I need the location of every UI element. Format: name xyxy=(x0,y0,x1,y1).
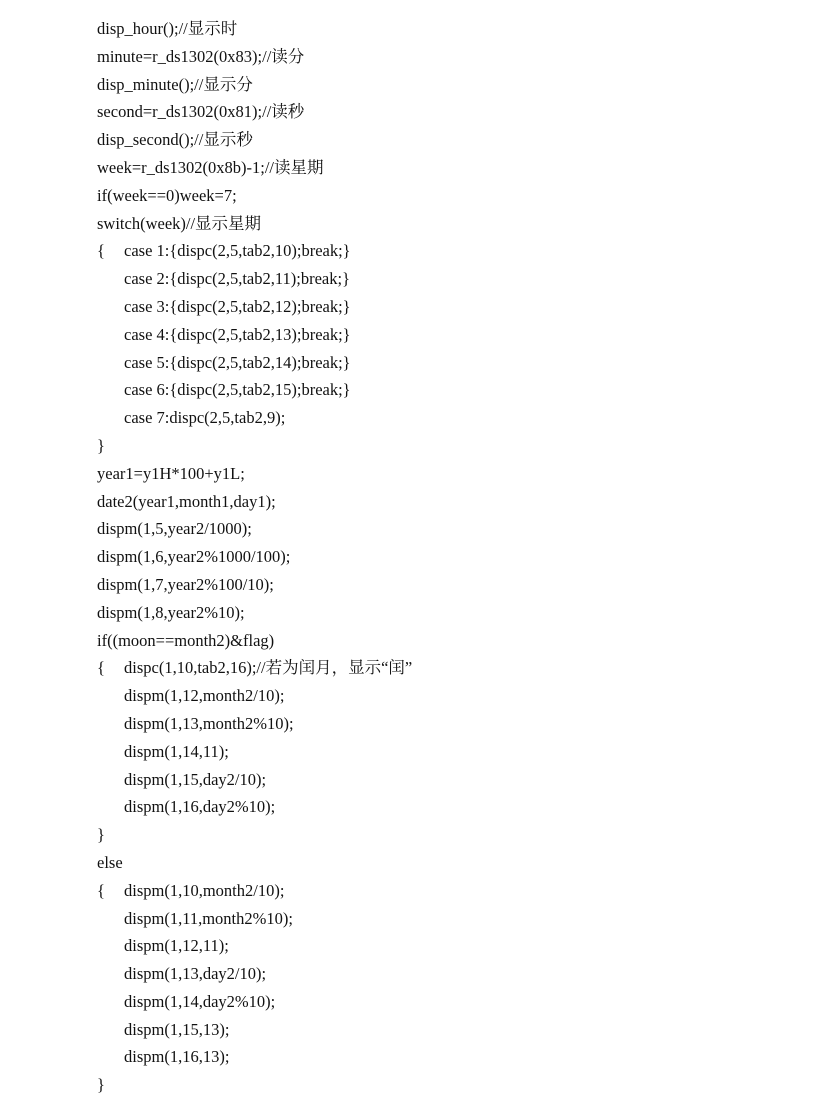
code-text: disp_second();//显示秒 xyxy=(97,130,253,150)
code-line xyxy=(97,1071,412,1099)
code-text: dispm(1,16,13); xyxy=(124,1047,230,1067)
code-text: dispm(1,10,month2/10); xyxy=(124,880,285,900)
code-line xyxy=(97,293,412,321)
code-line xyxy=(97,321,412,349)
code-line xyxy=(97,1043,412,1071)
open-brace: { xyxy=(97,880,105,900)
code-line xyxy=(97,821,412,849)
code-line xyxy=(97,43,412,71)
code-text: dispm(1,13,day2/10); xyxy=(124,964,267,984)
code-line xyxy=(97,960,412,988)
code-line xyxy=(97,682,412,710)
code-line xyxy=(97,237,412,265)
code-line xyxy=(97,738,412,766)
code-text: if((moon==month2)&flag) xyxy=(97,630,275,650)
code-text: if(week==0)week=7; xyxy=(97,185,237,205)
open-brace: { xyxy=(97,658,105,678)
code-line xyxy=(97,877,412,905)
code-text: dispm(1,16,day2%10); xyxy=(124,797,276,817)
code-text: switch(week)//显示星期 xyxy=(97,213,262,233)
code-line xyxy=(97,1016,412,1044)
code-text: dispm(1,8,year2%10); xyxy=(97,602,245,622)
code-text: } xyxy=(97,825,105,845)
code-text: dispc(1,10,tab2,16);//若为闰月，显示“闰” xyxy=(124,658,413,678)
code-text: date2(year1,month1,day1); xyxy=(97,491,276,511)
code-listing xyxy=(97,15,412,1099)
code-text: dispm(1,13,month2%10); xyxy=(124,713,294,733)
code-line xyxy=(97,710,412,738)
code-line xyxy=(97,849,412,877)
code-text: case 7:dispc(2,5,tab2,9); xyxy=(124,408,286,428)
code-line xyxy=(97,210,412,238)
code-text: else xyxy=(97,852,123,872)
code-text: dispm(1,12,month2/10); xyxy=(124,686,285,706)
code-line xyxy=(97,71,412,99)
code-line xyxy=(97,571,412,599)
code-line xyxy=(97,766,412,794)
code-line xyxy=(97,182,412,210)
code-line xyxy=(97,905,412,933)
code-line xyxy=(97,15,412,43)
code-line xyxy=(97,349,412,377)
code-text: dispm(1,11,month2%10); xyxy=(124,908,293,928)
code-text: disp_hour();//显示时 xyxy=(97,19,238,38)
code-line xyxy=(97,265,412,293)
code-line xyxy=(97,627,412,655)
code-text: case 6:{dispc(2,5,tab2,15);break;} xyxy=(124,380,351,400)
code-text: case 2:{dispc(2,5,tab2,11);break;} xyxy=(124,269,350,289)
code-text: minute=r_ds1302(0x83);//读分 xyxy=(97,46,305,66)
code-text: dispm(1,15,13); xyxy=(124,1019,230,1039)
code-text: dispm(1,7,year2%100/10); xyxy=(97,574,274,594)
code-line xyxy=(97,126,412,154)
code-text: dispm(1,15,day2/10); xyxy=(124,769,267,789)
code-text: case 5:{dispc(2,5,tab2,14);break;} xyxy=(124,352,351,372)
code-line xyxy=(97,793,412,821)
code-text: week=r_ds1302(0x8b)-1;//读星期 xyxy=(97,157,324,177)
code-line xyxy=(97,98,412,126)
code-line xyxy=(97,376,412,404)
open-brace: { xyxy=(97,241,105,261)
code-text: dispm(1,5,year2/1000); xyxy=(97,519,252,539)
code-text: } xyxy=(97,1075,105,1095)
code-line xyxy=(97,543,412,571)
code-line xyxy=(97,988,412,1016)
code-line xyxy=(97,154,412,182)
code-text: second=r_ds1302(0x81);//读秒 xyxy=(97,102,305,122)
code-line xyxy=(97,932,412,960)
code-text: dispm(1,14,day2%10); xyxy=(124,991,276,1011)
code-line xyxy=(97,432,412,460)
code-text: year1=y1H*100+y1L; xyxy=(97,463,245,483)
code-text: } xyxy=(97,435,105,455)
code-text: case 4:{dispc(2,5,tab2,13);break;} xyxy=(124,324,351,344)
code-text: case 1:{dispc(2,5,tab2,10);break;} xyxy=(124,241,351,261)
code-text: dispm(1,12,11); xyxy=(124,936,229,956)
code-text: dispm(1,6,year2%1000/100); xyxy=(97,547,291,567)
code-text: disp_minute();//显示分 xyxy=(97,74,253,94)
code-line xyxy=(97,654,412,682)
code-line xyxy=(97,599,412,627)
code-text: case 3:{dispc(2,5,tab2,12);break;} xyxy=(124,296,351,316)
code-line xyxy=(97,404,412,432)
code-line xyxy=(97,460,412,488)
code-text: dispm(1,14,11); xyxy=(124,741,229,761)
code-line xyxy=(97,515,412,543)
code-line xyxy=(97,488,412,516)
